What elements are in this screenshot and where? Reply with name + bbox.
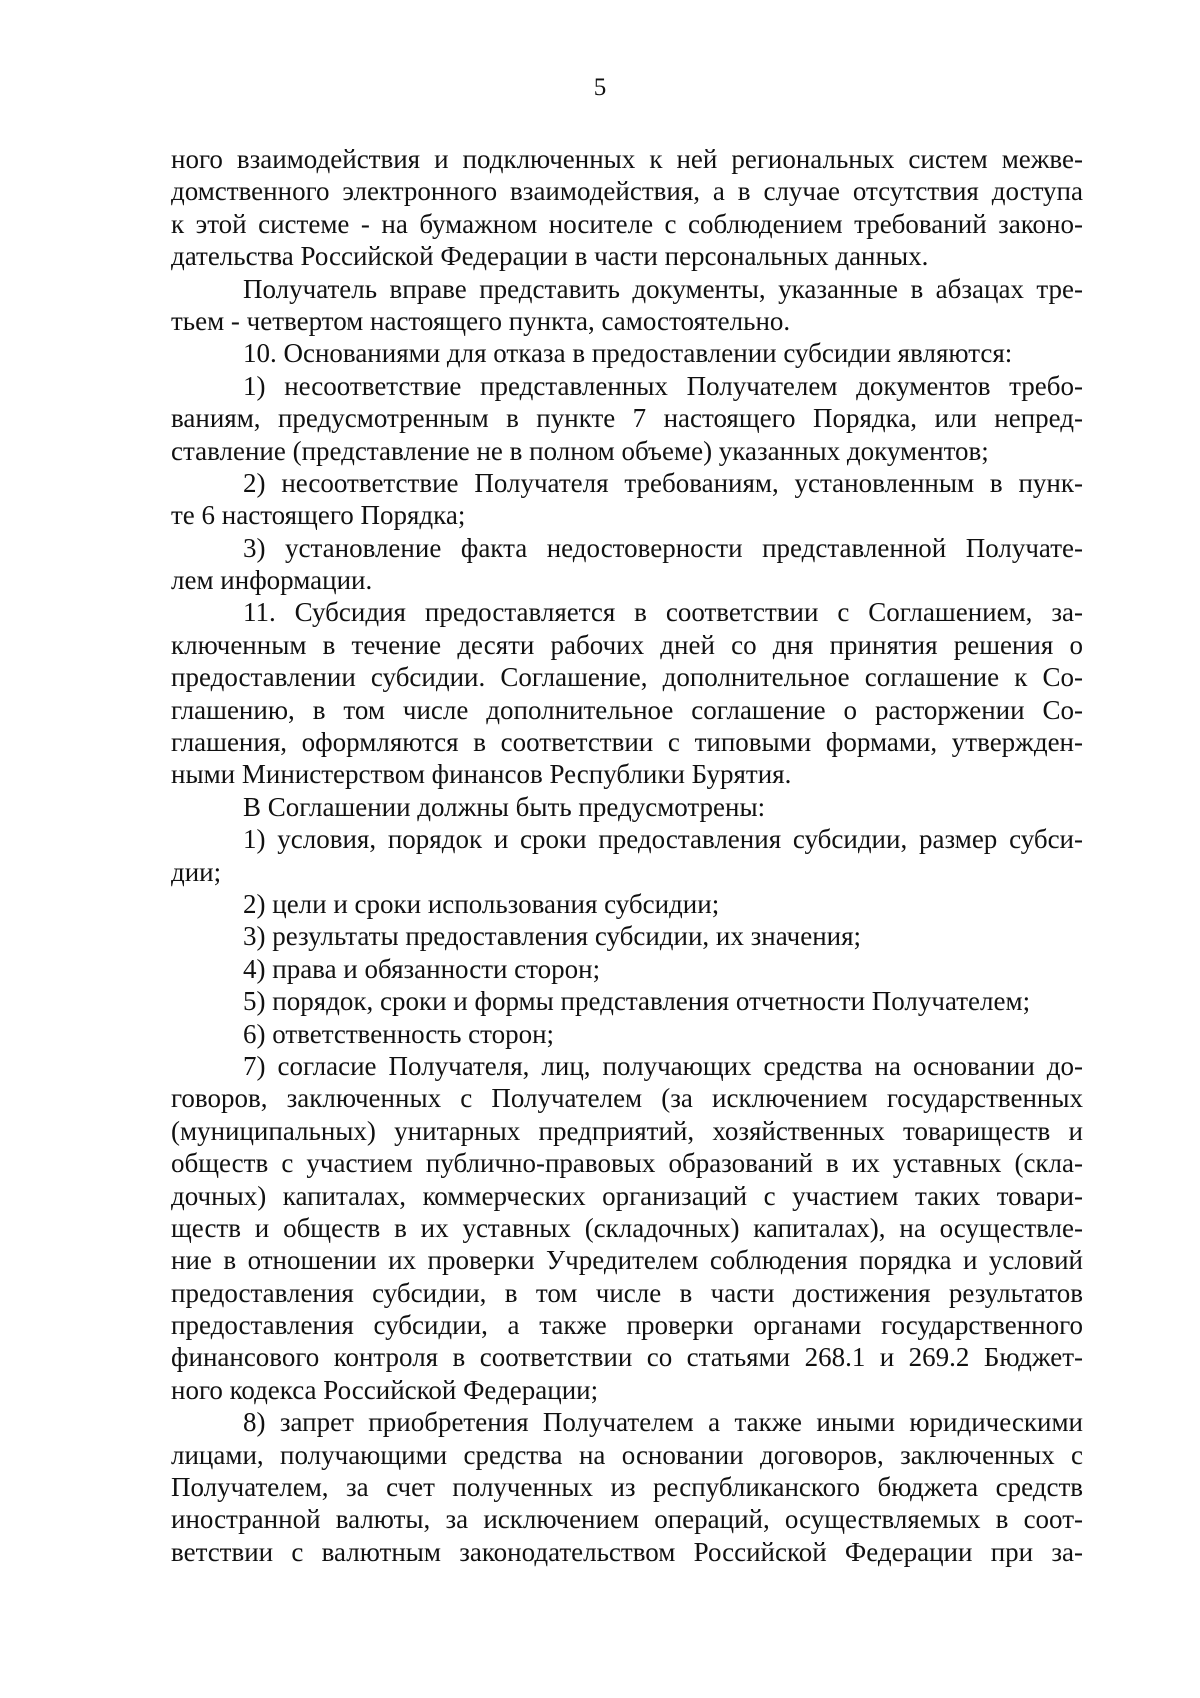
text-line: говоров, заключенных с Получателем (за исключением государственных — [171, 1083, 1083, 1114]
text-line: 4) права и обязанности сторон; — [243, 953, 601, 984]
text-line: ветствии с валютным законодательством Российской Федерации при за- — [171, 1536, 1083, 1567]
text-line: 2) несоответствие Получателя требованиям, установленным в пунк- — [243, 467, 1083, 498]
text-line: 5) порядок, сроки и формы представления отчетности Получателем; — [243, 986, 1031, 1017]
page-number: 5 — [593, 74, 607, 101]
text-line: дии; — [171, 856, 222, 887]
text-line: 7) согласие Получателя, лиц, получающих средства на основании до- — [243, 1050, 1083, 1081]
text-line: финансового контроля в соответствии со статьями 268.1 и 269.2 Бюджет- — [171, 1342, 1083, 1373]
text-line: ными Министерством финансов Республики Бурятия. — [171, 759, 792, 790]
text-line: иностранной валюты, за исключением операций, осуществляемых в соот- — [171, 1504, 1083, 1535]
text-line: 2) цели и сроки использования субсидии; — [243, 888, 720, 919]
text-line: дочных) капиталах, коммерческих организаций с участием таких товари- — [171, 1180, 1083, 1211]
text-line: 11. Субсидия предоставляется в соответствии с Соглашением, за- — [243, 597, 1083, 628]
text-line: 1) несоответствие представленных Получателем документов требо- — [243, 370, 1083, 401]
text-line: лем информации. — [171, 565, 373, 596]
text-line: ного кодекса Российской Федерации; — [171, 1374, 599, 1405]
text-line: Получатель вправе представить документы, указанные в абзацах тре- — [243, 273, 1083, 304]
text-line: ключенным в течение десяти рабочих дней со дня принятия решения о — [171, 629, 1083, 660]
text-line: ного взаимодействия и подключенных к ней региональных систем межве- — [171, 144, 1083, 174]
text-line: те 6 настоящего Порядка; — [171, 500, 466, 531]
text-line: ваниям, предусмотренным в пункте 7 настоящего Порядка, или непред- — [171, 403, 1083, 434]
text-line: 6) ответственность сторон; — [243, 1018, 555, 1049]
text-line: 10. Основаниями для отказа в предоставлении субсидии являются: — [243, 338, 1013, 369]
text-line: ществ и обществ в их уставных (складочных) капиталах), на осуществле- — [171, 1212, 1083, 1243]
text-line: В Соглашении должны быть предусмотрены: — [243, 791, 766, 822]
text-line: глашения, оформляются в соответствии с типовыми формами, утвержден- — [171, 727, 1083, 758]
text-line: предоставления субсидии, а также проверки органами государственного — [171, 1310, 1083, 1341]
text-line: предоставления субсидии, в том числе в части достижения результатов — [171, 1277, 1083, 1308]
text-line: предоставлении субсидии. Соглашение, дополнительное соглашение к Со- — [171, 662, 1083, 693]
text-line: 3) установление факта недостоверности представленной Получате- — [243, 532, 1083, 563]
text-line: тьем - четвертом настоящего пункта, самостоятельно. — [171, 305, 791, 336]
text-line: ставление (представление не в полном объеме) указанных документов; — [171, 435, 989, 466]
text-line: дательства Российской Федерации в части персональных данных. — [171, 241, 929, 272]
text-line: к этой системе - на бумажном носителе с соблюдением требований законо- — [171, 208, 1083, 239]
text-line: ние в отношении их проверки Учредителем соблюдения порядка и условий — [171, 1245, 1083, 1276]
document-body — [171, 143, 1083, 1568]
text-line: Получателем, за счет полученных из республиканского бюджета средств — [171, 1472, 1083, 1503]
text-line: глашению, в том числе дополнительное соглашение о расторжении Со- — [171, 694, 1083, 725]
text-line: 3) результаты предоставления субсидии, их значения; — [243, 921, 862, 952]
text-line: 8) запрет приобретения Получателем а также иными юридическими — [243, 1407, 1083, 1438]
text-line: (муниципальных) унитарных предприятий, хозяйственных товариществ и — [171, 1115, 1083, 1146]
text-line: обществ с участием публично-правовых образований в их уставных (скла- — [171, 1148, 1083, 1179]
text-line: домственного электронного взаимодействия, а в случае отсутствия доступа — [171, 176, 1083, 207]
text-line: 1) условия, порядок и сроки предоставления субсидии, размер субси- — [243, 824, 1083, 855]
text-line: лицами, получающими средства на основании договоров, заключенных с — [171, 1439, 1083, 1470]
